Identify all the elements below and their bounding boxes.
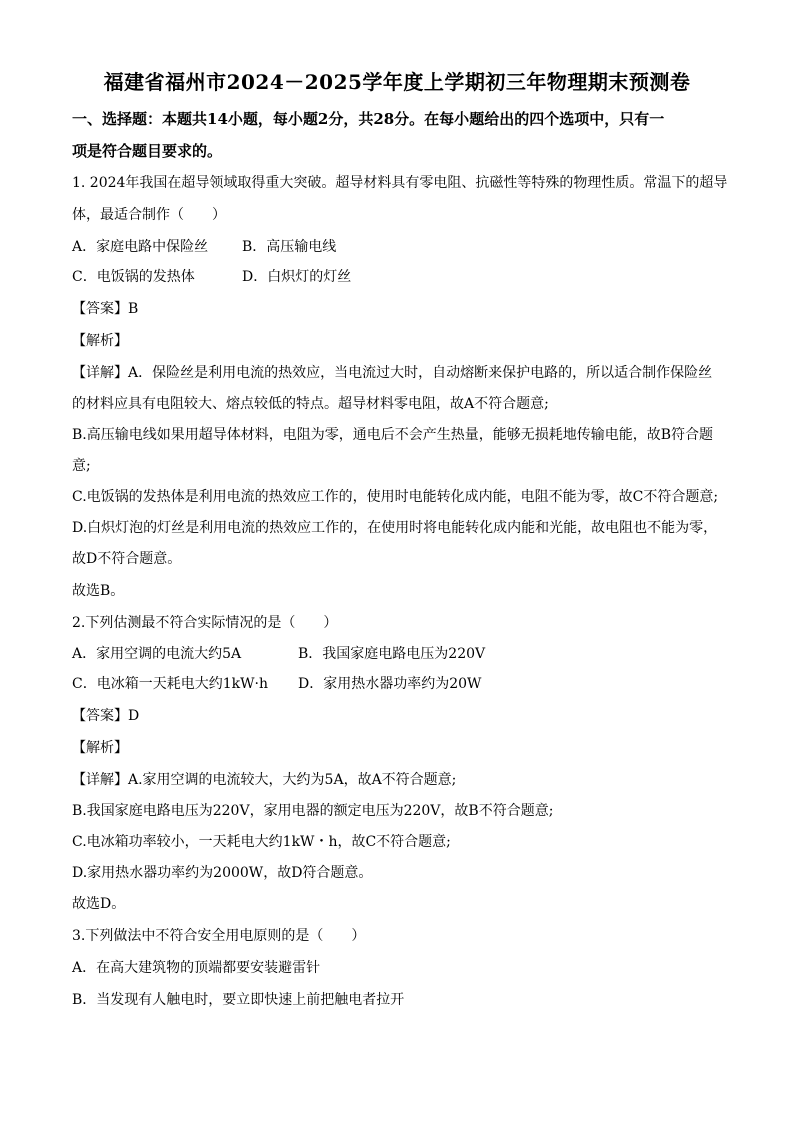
q1-conclusion: 故选B。 — [72, 583, 125, 599]
q1-option-b: B．高压输电线 — [242, 239, 337, 255]
q1-detail-line-6: D.白炽灯泡的灯丝是利用电流的热效应工作的，在使用时将电能转化成内能和光能，故电阻也不能为零， — [72, 520, 718, 536]
q2-detail-line-2: B.我国家庭电路电压为220V，家用电器的额定电压为220V，故B不符合题意; — [72, 803, 554, 819]
q1-answer: 【答案】B — [72, 301, 139, 317]
q2-conclusion: 故选D。 — [72, 896, 126, 912]
q3-stem: 3.下列做法中不符合安全用电原则的是（ ） — [72, 928, 366, 944]
q2-detail-line-1: 【详解】A.家用空调的电流较大，大约为5A，故A不符合题意; — [72, 772, 457, 788]
q1-option-c: C．电饭锅的发热体 — [72, 269, 195, 285]
q1-stem-line-2: 体，最适合制作（ ） — [72, 207, 226, 223]
q3-option-b: B．当发现有人触电时，要立即快速上前把触电者拉开 — [72, 992, 405, 1008]
q1-detail-line-5: C.电饭锅的发热体是利用电流的热效应工作的，使用时电能转化成内能，电阻不能为零，故C不符合题意; — [72, 489, 719, 505]
q1-stem-line-1: 1. 2024年我国在超导领域取得重大突破。超导材料具有零电阻、抗磁性等特殊的物理性质。常温下的超导 — [72, 175, 728, 191]
q2-answer: 【答案】D — [72, 708, 140, 724]
page-title: 福建省福州市2024－2025学年度上学期初三年物理期末预测卷 — [103, 70, 691, 94]
q3-option-a: A．在高大建筑物的顶端都要安装避雷针 — [72, 960, 321, 976]
q1-detail-line-4: 意; — [72, 458, 91, 474]
q2-option-c: C．电冰箱一天耗电大约1kW·h — [72, 676, 268, 692]
q2-option-b: B．我国家庭电路电压为220V — [298, 646, 486, 662]
q2-option-a: A．家用空调的电流大约5A — [72, 646, 242, 662]
q2-analysis-label: 【解析】 — [72, 740, 128, 756]
section-heading-line-1: 一、选择题：本题共14小题，每小题2分，共28分。在每小题给出的四个选项中，只有一 — [72, 110, 665, 128]
q2-option-d: D．家用热水器功率约为20W — [298, 676, 482, 692]
q2-detail-line-4: D.家用热水器功率约为2000W，故D符合题意。 — [72, 865, 373, 881]
q1-detail-line-3: B.高压输电线如果用超导体材料，电阻为零，通电后不会产生热量，能够无损耗地传输电能，故B符合题 — [72, 427, 714, 443]
q1-detail-line-7: 故D不符合题意。 — [72, 551, 182, 567]
q1-detail-line-1: 【详解】A．保险丝是利用电流的热效应，当电流过大时，自动熔断来保护电路的，所以适合制作保险丝 — [72, 365, 713, 381]
q2-stem: 2.下列估测最不符合实际情况的是（ ） — [72, 615, 338, 631]
section-heading-line-2: 项是符合题目要求的。 — [72, 142, 223, 160]
q1-detail-line-2: 的材料应具有电阻较大、熔点较低的特点。超导材料零电阻，故A不符合题意; — [72, 396, 549, 412]
q2-detail-line-3: C.电冰箱功率较小，一天耗电大约1kW・h，故C不符合题意; — [72, 834, 451, 850]
q1-option-a: A．家庭电路中保险丝 — [72, 239, 209, 255]
q1-option-d: D．白炽灯的灯丝 — [242, 269, 352, 285]
q1-analysis-label: 【解析】 — [72, 333, 128, 349]
